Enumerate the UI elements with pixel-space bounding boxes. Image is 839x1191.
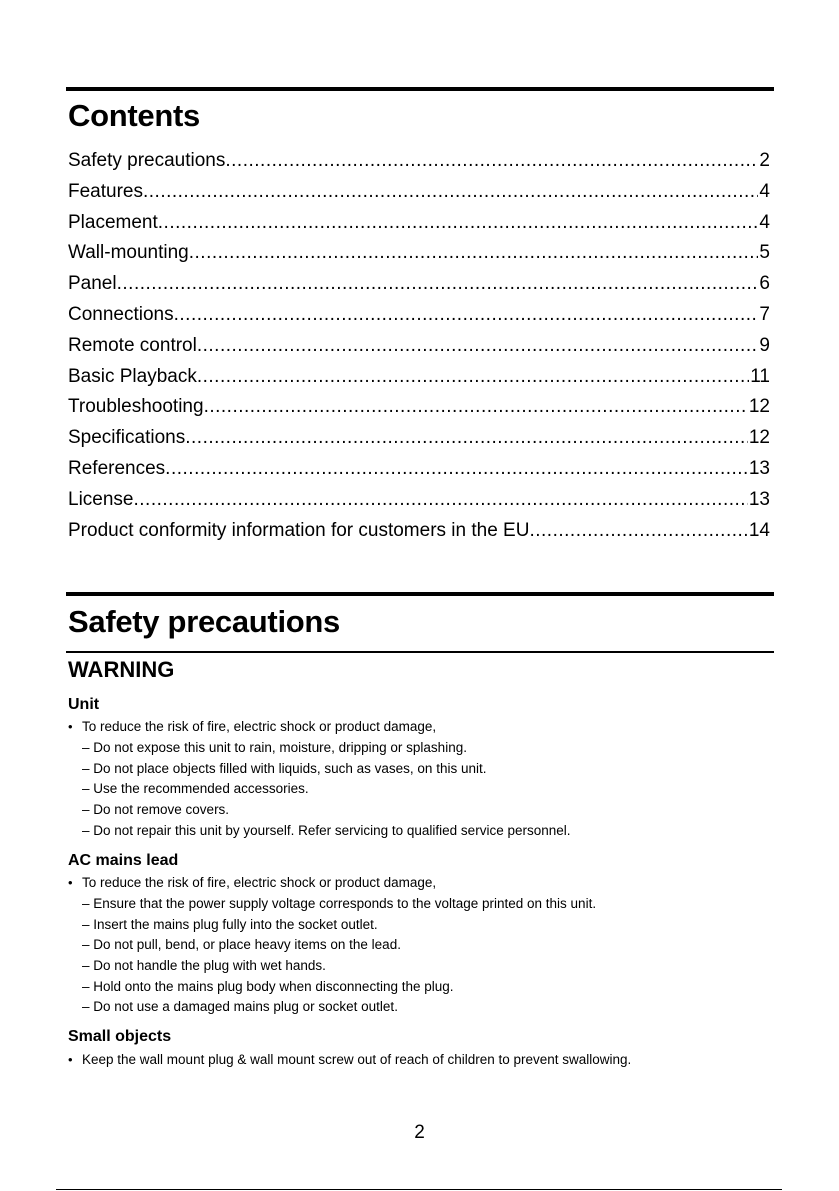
toc-entry[interactable] [68, 212, 770, 243]
toc-entry-page: 9 [759, 334, 770, 356]
toc-entry[interactable] [68, 304, 770, 335]
toc-entry-page: 4 [759, 211, 770, 233]
table-of-contents [68, 150, 770, 550]
sub-item: – Do not repair this unit by yourself. Refer servicing to qualified service personnel. [82, 823, 571, 838]
group-heading-small-objects: Small objects [68, 1028, 172, 1045]
toc-entry-page: 11 [750, 365, 770, 387]
toc-entry-title: Specifications [68, 427, 186, 449]
toc-entry-page: 7 [759, 303, 770, 325]
bullet-item: • To reduce the risk of fire, electric shock or product damage, [68, 875, 437, 890]
toc-leader-dots [174, 304, 759, 326]
toc-entry[interactable] [68, 335, 770, 366]
sub-item: – Do not use a damaged mains plug or socket outlet. [82, 999, 398, 1014]
bullet-icon: • [68, 719, 73, 734]
toc-entry-title: Product conformity information for customers in the EU [68, 519, 530, 541]
warning-heading: WARNING [68, 657, 175, 682]
toc-leader-dots [185, 427, 748, 449]
group-heading-unit: Unit [68, 696, 100, 713]
sub-item: – Do not place objects filled with liquids, such as vases, on this unit. [82, 761, 487, 776]
toc-entry-page: 13 [748, 488, 770, 510]
sub-item: – Do not handle the plug with wet hands. [82, 958, 326, 973]
safety-sub-rule [66, 651, 774, 653]
sub-item: – Ensure that the power supply voltage corresponds to the voltage printed on this unit. [82, 896, 597, 911]
group-heading-ac-mains-lead: AC mains lead [68, 852, 179, 869]
sub-item: – Use the recommended accessories. [82, 781, 309, 796]
toc-entry-page: 12 [748, 396, 770, 418]
footer-rule [56, 1189, 782, 1190]
toc-entry-page: 2 [759, 150, 770, 171]
toc-entry-page: 4 [759, 180, 770, 202]
toc-leader-dots [143, 181, 758, 203]
toc-entry-title: References [68, 457, 166, 479]
toc-entry-title: Placement [68, 211, 158, 233]
toc-leader-dots [197, 335, 759, 357]
toc-entry[interactable] [68, 458, 770, 489]
toc-entry[interactable] [68, 427, 770, 458]
toc-entry[interactable] [68, 150, 770, 181]
toc-leader-dots [134, 489, 748, 511]
toc-entry-title: Remote control [68, 334, 197, 356]
toc-leader-dots [158, 212, 759, 234]
safety-heading: Safety precautions [68, 604, 340, 639]
contents-top-rule [66, 87, 774, 91]
bullet-item: • Keep the wall mount plug & wall mount screw out of reach of children to prevent swallowing. [68, 1052, 632, 1067]
toc-entry-title: Troubleshooting [68, 396, 204, 418]
toc-entry-page: 13 [748, 457, 770, 479]
toc-leader-dots [165, 458, 748, 480]
toc-entry-page: 14 [748, 519, 770, 541]
toc-entry-title: Wall-mounting [68, 242, 189, 264]
bullet-icon: • [68, 1052, 73, 1067]
toc-entry-title: Panel [68, 273, 117, 295]
toc-entry-page: 12 [748, 427, 770, 449]
toc-entry[interactable] [68, 273, 770, 304]
toc-entry[interactable] [68, 520, 770, 551]
toc-entry-title: Safety precautions [68, 150, 226, 171]
sub-item: – Do not pull, bend, or place heavy items on the lead. [82, 937, 401, 952]
contents-heading: Contents [68, 98, 200, 133]
toc-entry-title: Basic Playback [68, 365, 197, 387]
toc-leader-dots [204, 396, 748, 418]
toc-leader-dots [197, 366, 749, 388]
page-number: 2 [414, 1122, 425, 1143]
sub-item: – Do not remove covers. [82, 802, 230, 817]
sub-item: – Hold onto the mains plug body when disconnecting the plug. [82, 979, 454, 994]
toc-leader-dots [189, 242, 759, 264]
toc-entry-page: 5 [759, 242, 770, 264]
toc-entry[interactable] [68, 489, 770, 520]
toc-entry[interactable] [68, 181, 770, 212]
toc-entry-title: License [68, 488, 134, 510]
toc-entry[interactable] [68, 242, 770, 273]
bullet-icon: • [68, 875, 73, 890]
toc-entry-title: Connections [68, 303, 174, 325]
safety-top-rule [66, 592, 774, 596]
sub-item: – Insert the mains plug fully into the socket outlet. [82, 917, 378, 932]
sub-item: – Do not expose this unit to rain, moisture, dripping or splashing. [82, 740, 467, 755]
toc-leader-dots [529, 520, 747, 542]
toc-leader-dots [225, 150, 758, 172]
bullet-item: • To reduce the risk of fire, electric shock or product damage, [68, 719, 437, 734]
toc-entry-title: Features [68, 180, 143, 202]
toc-entry[interactable] [68, 366, 770, 397]
toc-entry-page: 6 [759, 273, 770, 295]
toc-entry[interactable] [68, 396, 770, 427]
toc-leader-dots [117, 273, 759, 295]
